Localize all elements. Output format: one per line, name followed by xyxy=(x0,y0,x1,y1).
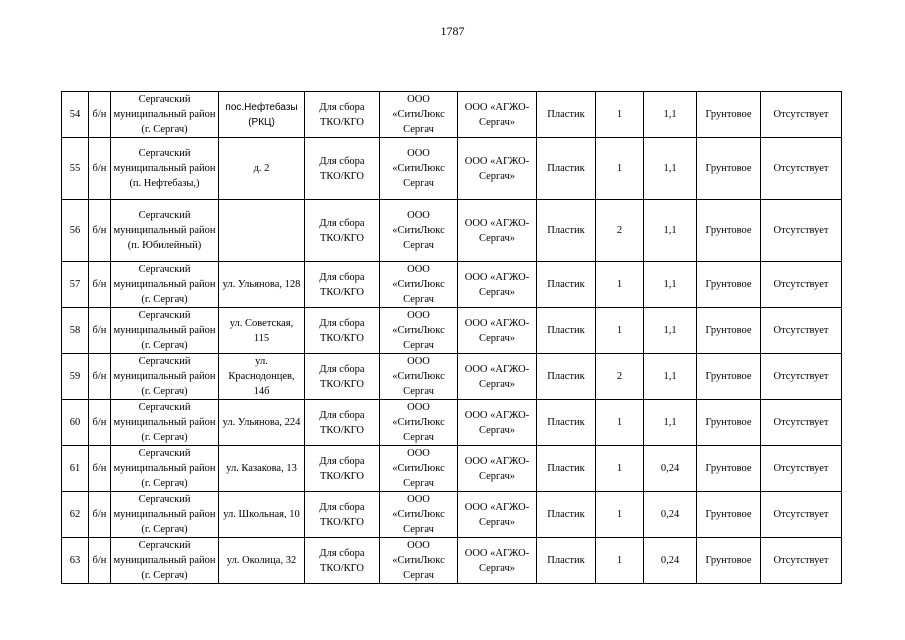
operator-cell: ООО «АГЖО-Сергач» xyxy=(458,262,537,308)
row-number: 55 xyxy=(62,138,89,200)
surface-cell: Грунтовое xyxy=(697,354,761,400)
count-cell: 1 xyxy=(596,400,644,446)
fence-cell: Отсутствует xyxy=(761,200,842,262)
row-number: 61 xyxy=(62,446,89,492)
purpose-cell: Для сбора ТКО/КГО xyxy=(305,308,380,354)
area-cell: Сергачский муниципальный район (г. Сергач) xyxy=(111,308,219,354)
volume-cell: 0,24 xyxy=(644,538,697,584)
operator-cell: ООО «АГЖО-Сергач» xyxy=(458,200,537,262)
surface-cell: Грунтовое xyxy=(697,446,761,492)
bn-cell: б/н xyxy=(89,492,111,538)
operator-cell: ООО «АГЖО-Сергач» xyxy=(458,138,537,200)
row-number: 59 xyxy=(62,354,89,400)
purpose-cell: Для сбора ТКО/КГО xyxy=(305,262,380,308)
count-cell: 1 xyxy=(596,308,644,354)
purpose-cell: Для сбора ТКО/КГО xyxy=(305,200,380,262)
area-cell: Сергачский муниципальный район (г. Сергач) xyxy=(111,400,219,446)
owner-cell: ООО «СитиЛюкс Сергач xyxy=(380,92,458,138)
operator-cell: ООО «АГЖО-Сергач» xyxy=(458,446,537,492)
row-number: 62 xyxy=(62,492,89,538)
fence-cell: Отсутствует xyxy=(761,262,842,308)
surface-cell: Грунтовое xyxy=(697,262,761,308)
count-cell: 1 xyxy=(596,538,644,584)
volume-cell: 1,1 xyxy=(644,92,697,138)
volume-cell: 1,1 xyxy=(644,200,697,262)
bn-cell: б/н xyxy=(89,200,111,262)
table-row xyxy=(62,446,842,492)
fence-cell: Отсутствует xyxy=(761,538,842,584)
address-cell: ул. Ульянова, 224 xyxy=(219,400,305,446)
address-cell: ул. Околица, 32 xyxy=(219,538,305,584)
address-cell: ул. Советская, 115 xyxy=(219,308,305,354)
fence-cell: Отсутствует xyxy=(761,354,842,400)
volume-cell: 1,1 xyxy=(644,354,697,400)
operator-cell: ООО «АГЖО-Сергач» xyxy=(458,354,537,400)
area-cell: Сергачский муниципальный район (г. Сергач) xyxy=(111,492,219,538)
volume-cell: 1,1 xyxy=(644,138,697,200)
count-cell: 1 xyxy=(596,138,644,200)
material-cell: Пластик xyxy=(537,354,596,400)
row-number: 63 xyxy=(62,538,89,584)
owner-cell: ООО «СитиЛюкс Сергач xyxy=(380,262,458,308)
area-cell: Сергачский муниципальный район (г. Сергач) xyxy=(111,446,219,492)
row-number: 56 xyxy=(62,200,89,262)
area-cell: Сергачский муниципальный район (г. Сергач) xyxy=(111,354,219,400)
fence-cell: Отсутствует xyxy=(761,492,842,538)
fence-cell: Отсутствует xyxy=(761,308,842,354)
count-cell: 1 xyxy=(596,446,644,492)
bn-cell: б/н xyxy=(89,538,111,584)
surface-cell: Грунтовое xyxy=(697,138,761,200)
waste-sites-table xyxy=(61,91,842,584)
material-cell: Пластик xyxy=(537,538,596,584)
purpose-cell: Для сбора ТКО/КГО xyxy=(305,354,380,400)
volume-cell: 1,1 xyxy=(644,400,697,446)
purpose-cell: Для сбора ТКО/КГО xyxy=(305,400,380,446)
bn-cell: б/н xyxy=(89,92,111,138)
fence-cell: Отсутствует xyxy=(761,400,842,446)
material-cell: Пластик xyxy=(537,400,596,446)
area-cell: Сергачский муниципальный район (г. Сергач) xyxy=(111,92,219,138)
bn-cell: б/н xyxy=(89,308,111,354)
owner-cell: ООО «СитиЛюкс Сергач xyxy=(380,446,458,492)
purpose-cell: Для сбора ТКО/КГО xyxy=(305,446,380,492)
address-cell: ул. Казакова, 13 xyxy=(219,446,305,492)
fence-cell: Отсутствует xyxy=(761,138,842,200)
bn-cell: б/н xyxy=(89,400,111,446)
bn-cell: б/н xyxy=(89,354,111,400)
count-cell: 1 xyxy=(596,492,644,538)
count-cell: 1 xyxy=(596,262,644,308)
count-cell: 1 xyxy=(596,92,644,138)
owner-cell: ООО «СитиЛюкс Сергач xyxy=(380,400,458,446)
material-cell: Пластик xyxy=(537,308,596,354)
material-cell: Пластик xyxy=(537,262,596,308)
surface-cell: Грунтовое xyxy=(697,92,761,138)
count-cell: 2 xyxy=(596,354,644,400)
operator-cell: ООО «АГЖО-Сергач» xyxy=(458,400,537,446)
row-number: 54 xyxy=(62,92,89,138)
table-row xyxy=(62,400,842,446)
volume-cell: 0,24 xyxy=(644,446,697,492)
owner-cell: ООО «СитиЛюкс Сергач xyxy=(380,308,458,354)
surface-cell: Грунтовое xyxy=(697,538,761,584)
surface-cell: Грунтовое xyxy=(697,400,761,446)
operator-cell: ООО «АГЖО-Сергач» xyxy=(458,492,537,538)
row-number: 58 xyxy=(62,308,89,354)
material-cell: Пластик xyxy=(537,92,596,138)
address-cell: пос.Нефтебазы (РКЦ) xyxy=(219,92,305,138)
area-cell: Сергачский муниципальный район (г. Сергач) xyxy=(111,538,219,584)
purpose-cell: Для сбора ТКО/КГО xyxy=(305,538,380,584)
owner-cell: ООО «СитиЛюкс Сергач xyxy=(380,138,458,200)
owner-cell: ООО «СитиЛюкс Сергач xyxy=(380,200,458,262)
operator-cell: ООО «АГЖО-Сергач» xyxy=(458,538,537,584)
fence-cell: Отсутствует xyxy=(761,92,842,138)
bn-cell: б/н xyxy=(89,138,111,200)
material-cell: Пластик xyxy=(537,138,596,200)
fence-cell: Отсутствует xyxy=(761,446,842,492)
table-row xyxy=(62,262,842,308)
surface-cell: Грунтовое xyxy=(697,308,761,354)
owner-cell: ООО «СитиЛюкс Сергач xyxy=(380,492,458,538)
count-cell: 2 xyxy=(596,200,644,262)
material-cell: Пластик xyxy=(537,446,596,492)
table-row xyxy=(62,492,842,538)
area-cell: Сергачский муниципальный район (п. Юбилейный) xyxy=(111,200,219,262)
operator-cell: ООО «АГЖО-Сергач» xyxy=(458,92,537,138)
material-cell: Пластик xyxy=(537,200,596,262)
table-row xyxy=(62,354,842,400)
table-row xyxy=(62,308,842,354)
page-number: 1787 xyxy=(440,24,465,38)
row-number: 60 xyxy=(62,400,89,446)
table-row xyxy=(62,538,842,584)
volume-cell: 1,1 xyxy=(644,262,697,308)
surface-cell: Грунтовое xyxy=(697,200,761,262)
surface-cell: Грунтовое xyxy=(697,492,761,538)
volume-cell: 1,1 xyxy=(644,308,697,354)
address-cell: д. 2 xyxy=(219,138,305,200)
area-cell: Сергачский муниципальный район (п. Нефтебазы,) xyxy=(111,138,219,200)
bn-cell: б/н xyxy=(89,446,111,492)
address-cell: ул. Школьная, 10 xyxy=(219,492,305,538)
table-row xyxy=(62,138,842,200)
row-number: 57 xyxy=(62,262,89,308)
table-row xyxy=(62,92,842,138)
address-cell: ул. Краснодонцев, 14б xyxy=(219,354,305,400)
area-cell: Сергачский муниципальный район (г. Сергач) xyxy=(111,262,219,308)
bn-cell: б/н xyxy=(89,262,111,308)
purpose-cell: Для сбора ТКО/КГО xyxy=(305,92,380,138)
owner-cell: ООО «СитиЛюкс Сергач xyxy=(380,354,458,400)
owner-cell: ООО «СитиЛюкс Сергач xyxy=(380,538,458,584)
volume-cell: 0,24 xyxy=(644,492,697,538)
address-cell: ул. Ульянова, 128 xyxy=(219,262,305,308)
material-cell: Пластик xyxy=(537,492,596,538)
address-cell xyxy=(219,200,305,262)
purpose-cell: Для сбора ТКО/КГО xyxy=(305,138,380,200)
purpose-cell: Для сбора ТКО/КГО xyxy=(305,492,380,538)
operator-cell: ООО «АГЖО-Сергач» xyxy=(458,308,537,354)
table-row xyxy=(62,200,842,262)
